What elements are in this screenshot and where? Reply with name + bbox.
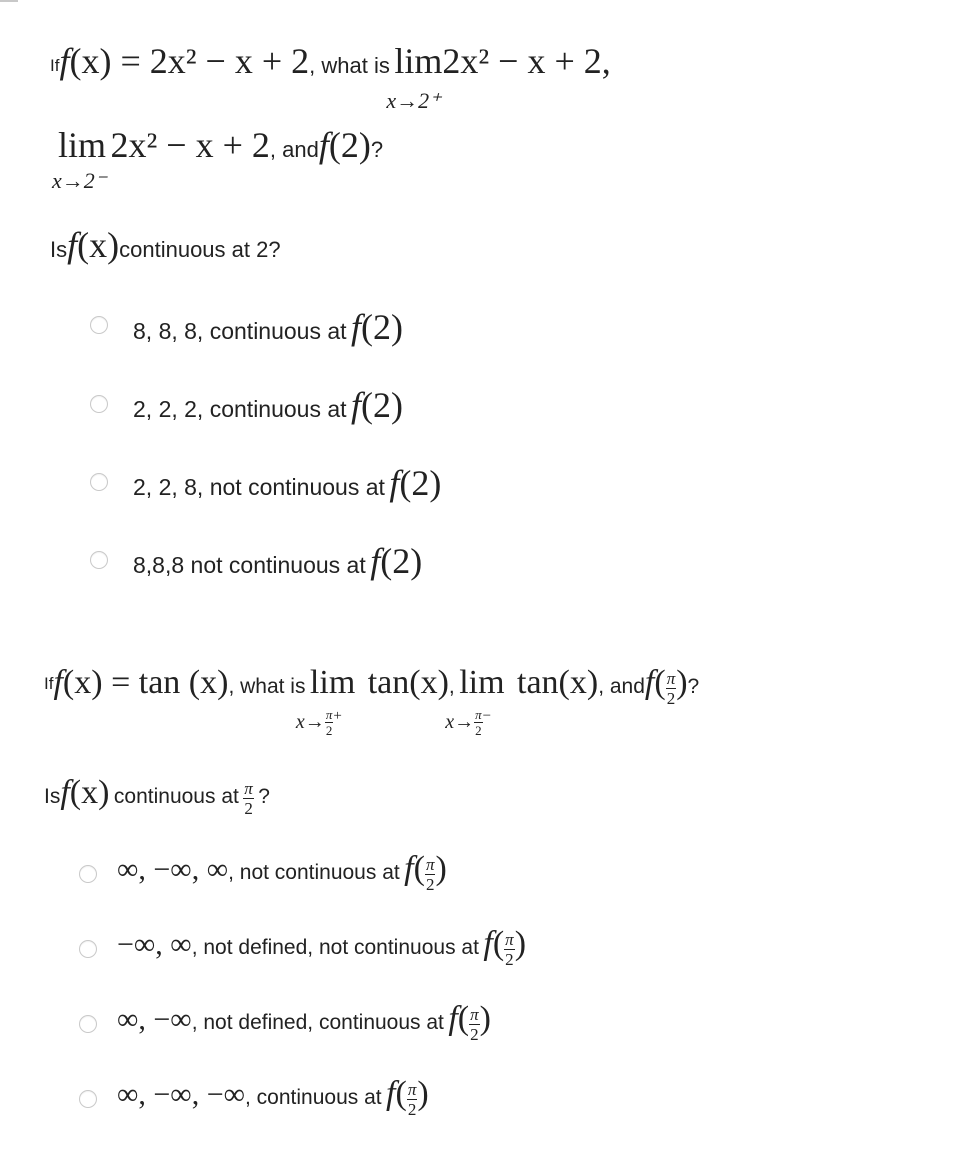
right-limit: lim x→ $\frac{\pi}{2}$ + [295, 664, 356, 738]
left-limit-subscript: x→2⁻ [52, 168, 107, 193]
option-radio[interactable] [90, 551, 108, 569]
option-label[interactable]: 2, 2, 8, not continuous at f(2) [133, 463, 442, 503]
option-radio[interactable] [79, 1015, 97, 1033]
right-limit: lim x→2⁺ [386, 41, 443, 113]
option-label[interactable]: 8, 8, 8, continuous at f(2) [133, 307, 403, 347]
function-expression: 2x² − x + 2 [149, 41, 310, 81]
left-limit: lim x→2⁻ [52, 125, 107, 193]
option-radio[interactable] [79, 1090, 97, 1108]
option-radio[interactable] [79, 940, 97, 958]
corner-mark [0, 0, 18, 2]
left-limit-subscript: x→ $\frac{\pi}{2}$ − [445, 707, 492, 738]
option-radio[interactable] [90, 316, 108, 334]
question-1-continuity-prompt: Isf(x)continuous at 2? [50, 225, 281, 265]
option-radio[interactable] [90, 473, 108, 491]
option-label[interactable]: ∞, −∞, −∞, continuous at f( $\frac{\pi}{2}$ ) [117, 1075, 429, 1120]
option-label[interactable]: ∞, −∞, not defined, continuous at f( $\frac{\pi}{2}$ ) [117, 1000, 491, 1045]
option-label[interactable]: 8,8,8 not continuous at f(2) [133, 541, 423, 581]
right-limit-subscript: x→2⁺ [386, 88, 441, 113]
question-2-continuity-prompt: Isf(x) continuous at $\frac{\pi}{2}$ ? [44, 774, 270, 819]
option-radio[interactable] [79, 865, 97, 883]
option-label[interactable]: −∞, ∞, not defined, not continuous at f( $\frac{\pi}{2}$ ) [117, 925, 527, 970]
question-1-prompt-line-2: lim x→2⁻ 2x² − x + 2, andf(2)? [52, 125, 384, 193]
option-radio[interactable] [90, 395, 108, 413]
question-1-prompt-line-1: Iff(x) = 2x² − x + 2, what is lim x→2⁺ 2x² − x + 2, [50, 41, 611, 113]
tan-expression: tan (x) [138, 664, 229, 701]
right-limit-subscript: x→ $\frac{\pi}{2}$ + [295, 707, 342, 738]
option-label[interactable]: 2, 2, 2, continuous at f(2) [133, 385, 403, 425]
question-2-prompt: Iff(x) = tan (x), what is lim x→ $\frac{\pi}{2}$ + tan(x), lim x→ $\frac{\pi}{2}$ − tan(x), andf( $\frac{\pi}{2}$ )? [44, 664, 700, 738]
left-limit: lim x→ $\frac{\pi}{2}$ − [445, 664, 505, 738]
option-label[interactable]: ∞, −∞, ∞, not continuous at f( $\frac{\pi}{2}$ ) [117, 850, 447, 895]
